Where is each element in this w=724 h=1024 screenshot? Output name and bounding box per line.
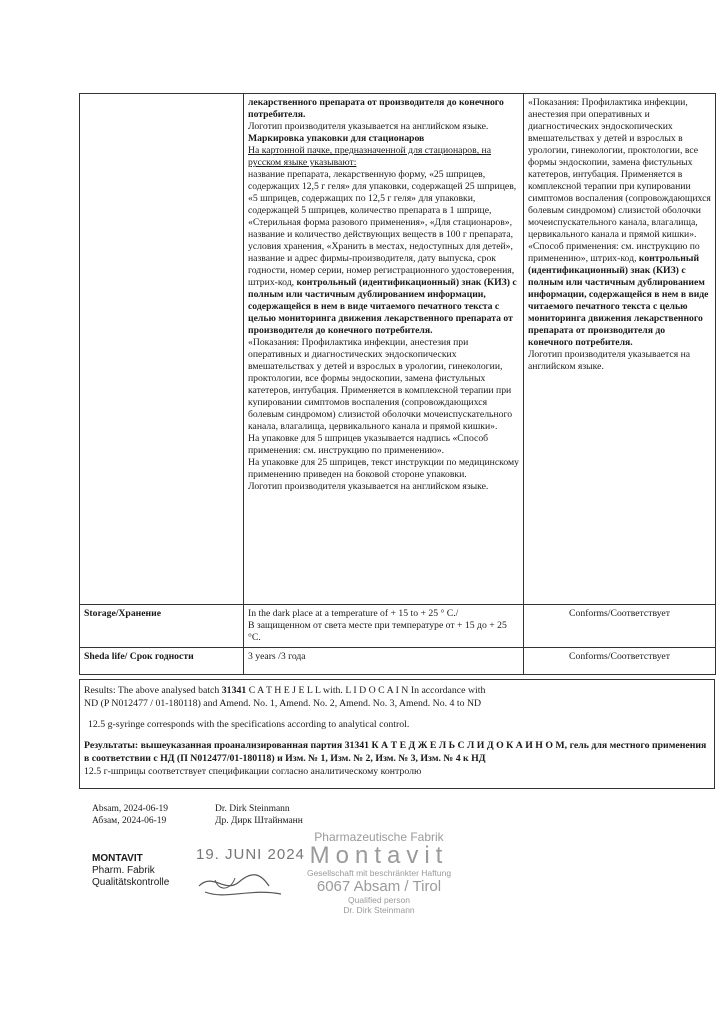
- text: Montavit: [309, 842, 449, 869]
- text: контрольный (идентификационный) знак (КИЗ) с полным или частичным дублированием информации, содержащейся в нем в виде читаемого печатного текста с целью мониторинга движения лекарственного препарата от производителя до конечного потребителя.: [248, 277, 517, 336]
- company-name: MONTAVIT: [92, 853, 143, 864]
- company-stamp: [284, 830, 474, 915]
- section-heading: Маркировка упаковки для стационаров: [248, 133, 425, 144]
- text: In accordance with: [410, 685, 486, 696]
- table-row: [80, 648, 716, 675]
- results-en-line3: 12.5 g-syringe corresponds with the specifications according to analytical control.: [88, 719, 410, 730]
- paragraph: На упаковке для 5 шприцев указывается надпись «Способ применения: см. инструкцию по применению».: [248, 433, 489, 456]
- paragraph: На упаковке для 25 шприцев, текст инструкции по медицинскому применению приведен на боковой стороне упаковки.: [248, 457, 519, 480]
- text: Results: The above analysed batch: [84, 685, 220, 696]
- text: Qualified person: [348, 895, 410, 905]
- empty-label-cell: [80, 94, 244, 605]
- specification-table: [79, 93, 716, 675]
- text: Dr. Dirk Steinmann: [343, 905, 415, 915]
- results-ru-line2: 12.5 г-шприцы соответствует спецификации согласно аналитическому контролю: [84, 766, 422, 777]
- paragraph: Логотип производителя указывается на английском языке.: [248, 481, 489, 492]
- text: 6067 Absam / Tirol: [316, 878, 442, 895]
- text: In the dark place at a temperature of + 15 to + 25 ° C./: [248, 608, 459, 619]
- date-stamp: 19. JUNI 2024: [196, 846, 305, 863]
- handwritten-signature: [195, 864, 285, 904]
- text: Gesellschaft mit beschränkter Haftung: [306, 868, 452, 878]
- paragraph: лекарственного препарата от производителя до конечного потребителя.: [248, 97, 504, 120]
- text: контрольный (идентификационный) знак (КИЗ) с полным или частичным дублированием информации, содержащейся в нем в виде читаемого печатного текста с целью мониторинга движения лекарственного препарата от производителя до конечного потребителя.: [528, 253, 709, 348]
- text: Qualitätskontrolle: [92, 877, 170, 888]
- table-row: [80, 605, 716, 648]
- storage-result: Conforms/Соответствует: [524, 605, 716, 648]
- results-en-line2: ND (P N012477 / 01-180118) and Amend. No. 1, Amend. No. 2, Amend. No. 3, Amend. No. 4 to ND: [84, 698, 482, 709]
- result-cell: [524, 94, 716, 605]
- text: «Показания: Профилактика инфекции, анестезия при оперативных и диагностических эндоскопических вмешательствах у детей и взрослых в урологии, гинекологии, проктологии, все формы эндоскопии, замена фистульных катетеров, интубация. Применяется в комплексной терапии при купировании симптомов воспаления (сопровождающихся болевым синдромом) слизистой оболочки мочеиспускательного канала, влагалища, цервикального канала и прямой кишки». «Способ применения: см. инструкцию по применению», штрих-код,: [528, 97, 711, 264]
- paragraph: «Показания: Профилактика инфекции, анестезия при оперативных и диагностических эндоскопических вмешательствах у детей и взрослых в урологии, гинекологии, проктологии, все формы эндоскопии, замена фистульных катетеров, интубация. Применяется в комплексной терапии при купировании симптомов воспаления (сопровождающихся болевым синдромом) слизистой оболочки мочеиспускательного канала, влагалища, цервикального канала и прямой кишки».: [248, 337, 513, 432]
- storage-spec: [244, 605, 524, 648]
- product-name: C A T H E J E L L with. L I D O C A I N: [248, 685, 409, 696]
- place-date: [92, 803, 168, 827]
- results-en: [84, 684, 710, 697]
- results-box: [79, 679, 715, 789]
- text: Dr. Dirk Steinmann: [215, 804, 290, 814]
- text: Др. Дирк Штайнманн: [215, 816, 303, 826]
- text: Pharm. Fabrik: [92, 865, 155, 876]
- shelf-life-spec: 3 years /3 года: [244, 648, 524, 675]
- text: В защищенном от света месте при температуре от + 15 до + 25 °C.: [248, 620, 507, 643]
- text: Absam, 2024-06-19: [92, 804, 168, 814]
- text: Абзам, 2024-06-19: [92, 816, 167, 826]
- company-block: [92, 853, 169, 889]
- shelf-life-result: Conforms/Соответствует: [524, 648, 716, 675]
- paragraph: [528, 97, 711, 349]
- text: название препарата, лекарственную форму, «25 шприцев, содержащих 12,5 г геля» для упаковки, содержащей 25 шприцев, «5 шприцев, содержащих по 12,5 г геля» для упаковки, содержащей 5 шприцев, количество препарата в 1 шприце, «Стерильная форма разового применения», «Для стационаров», название и количество действующих веществ в 100 г препарата, условия хранения, «Хранить в местах, недоступных для детей», название и адрес фирмы-производителя, дату выпуска, срок годности, номер серии, номер регистрационного удостоверения, штрих-код,: [248, 169, 517, 288]
- storage-label: Storage/Хранение: [80, 605, 244, 648]
- results-ru: Результаты: вышеуказанная проанализированная партия 31341 К А Т Е Д Ж Е Л Ь С Л И Д О К А И Н О М, гель для местного применения в соответствии с НД (П N012477/01-180118) и Изм. № 1, Изм. № 2, Изм. № 3, Изм. № 4 к НД: [84, 740, 707, 764]
- text: Pharmazeutische Fabrik: [314, 830, 444, 844]
- paragraph: [248, 169, 519, 337]
- specification-cell: [244, 94, 524, 605]
- paragraph: Логотип производителя указывается на английском языке.: [528, 349, 691, 372]
- paragraph: Логотип производителя указывается на английском языке.: [248, 121, 489, 132]
- signer-name: [215, 803, 303, 827]
- paragraph: На картонной пачке, предназначенной для стационаров, на русском языке указывают:: [248, 145, 492, 168]
- table-row: [80, 94, 716, 605]
- batch-number: 31341: [221, 685, 247, 696]
- shelf-life-label: Sheda life/ Срок годности: [80, 648, 244, 675]
